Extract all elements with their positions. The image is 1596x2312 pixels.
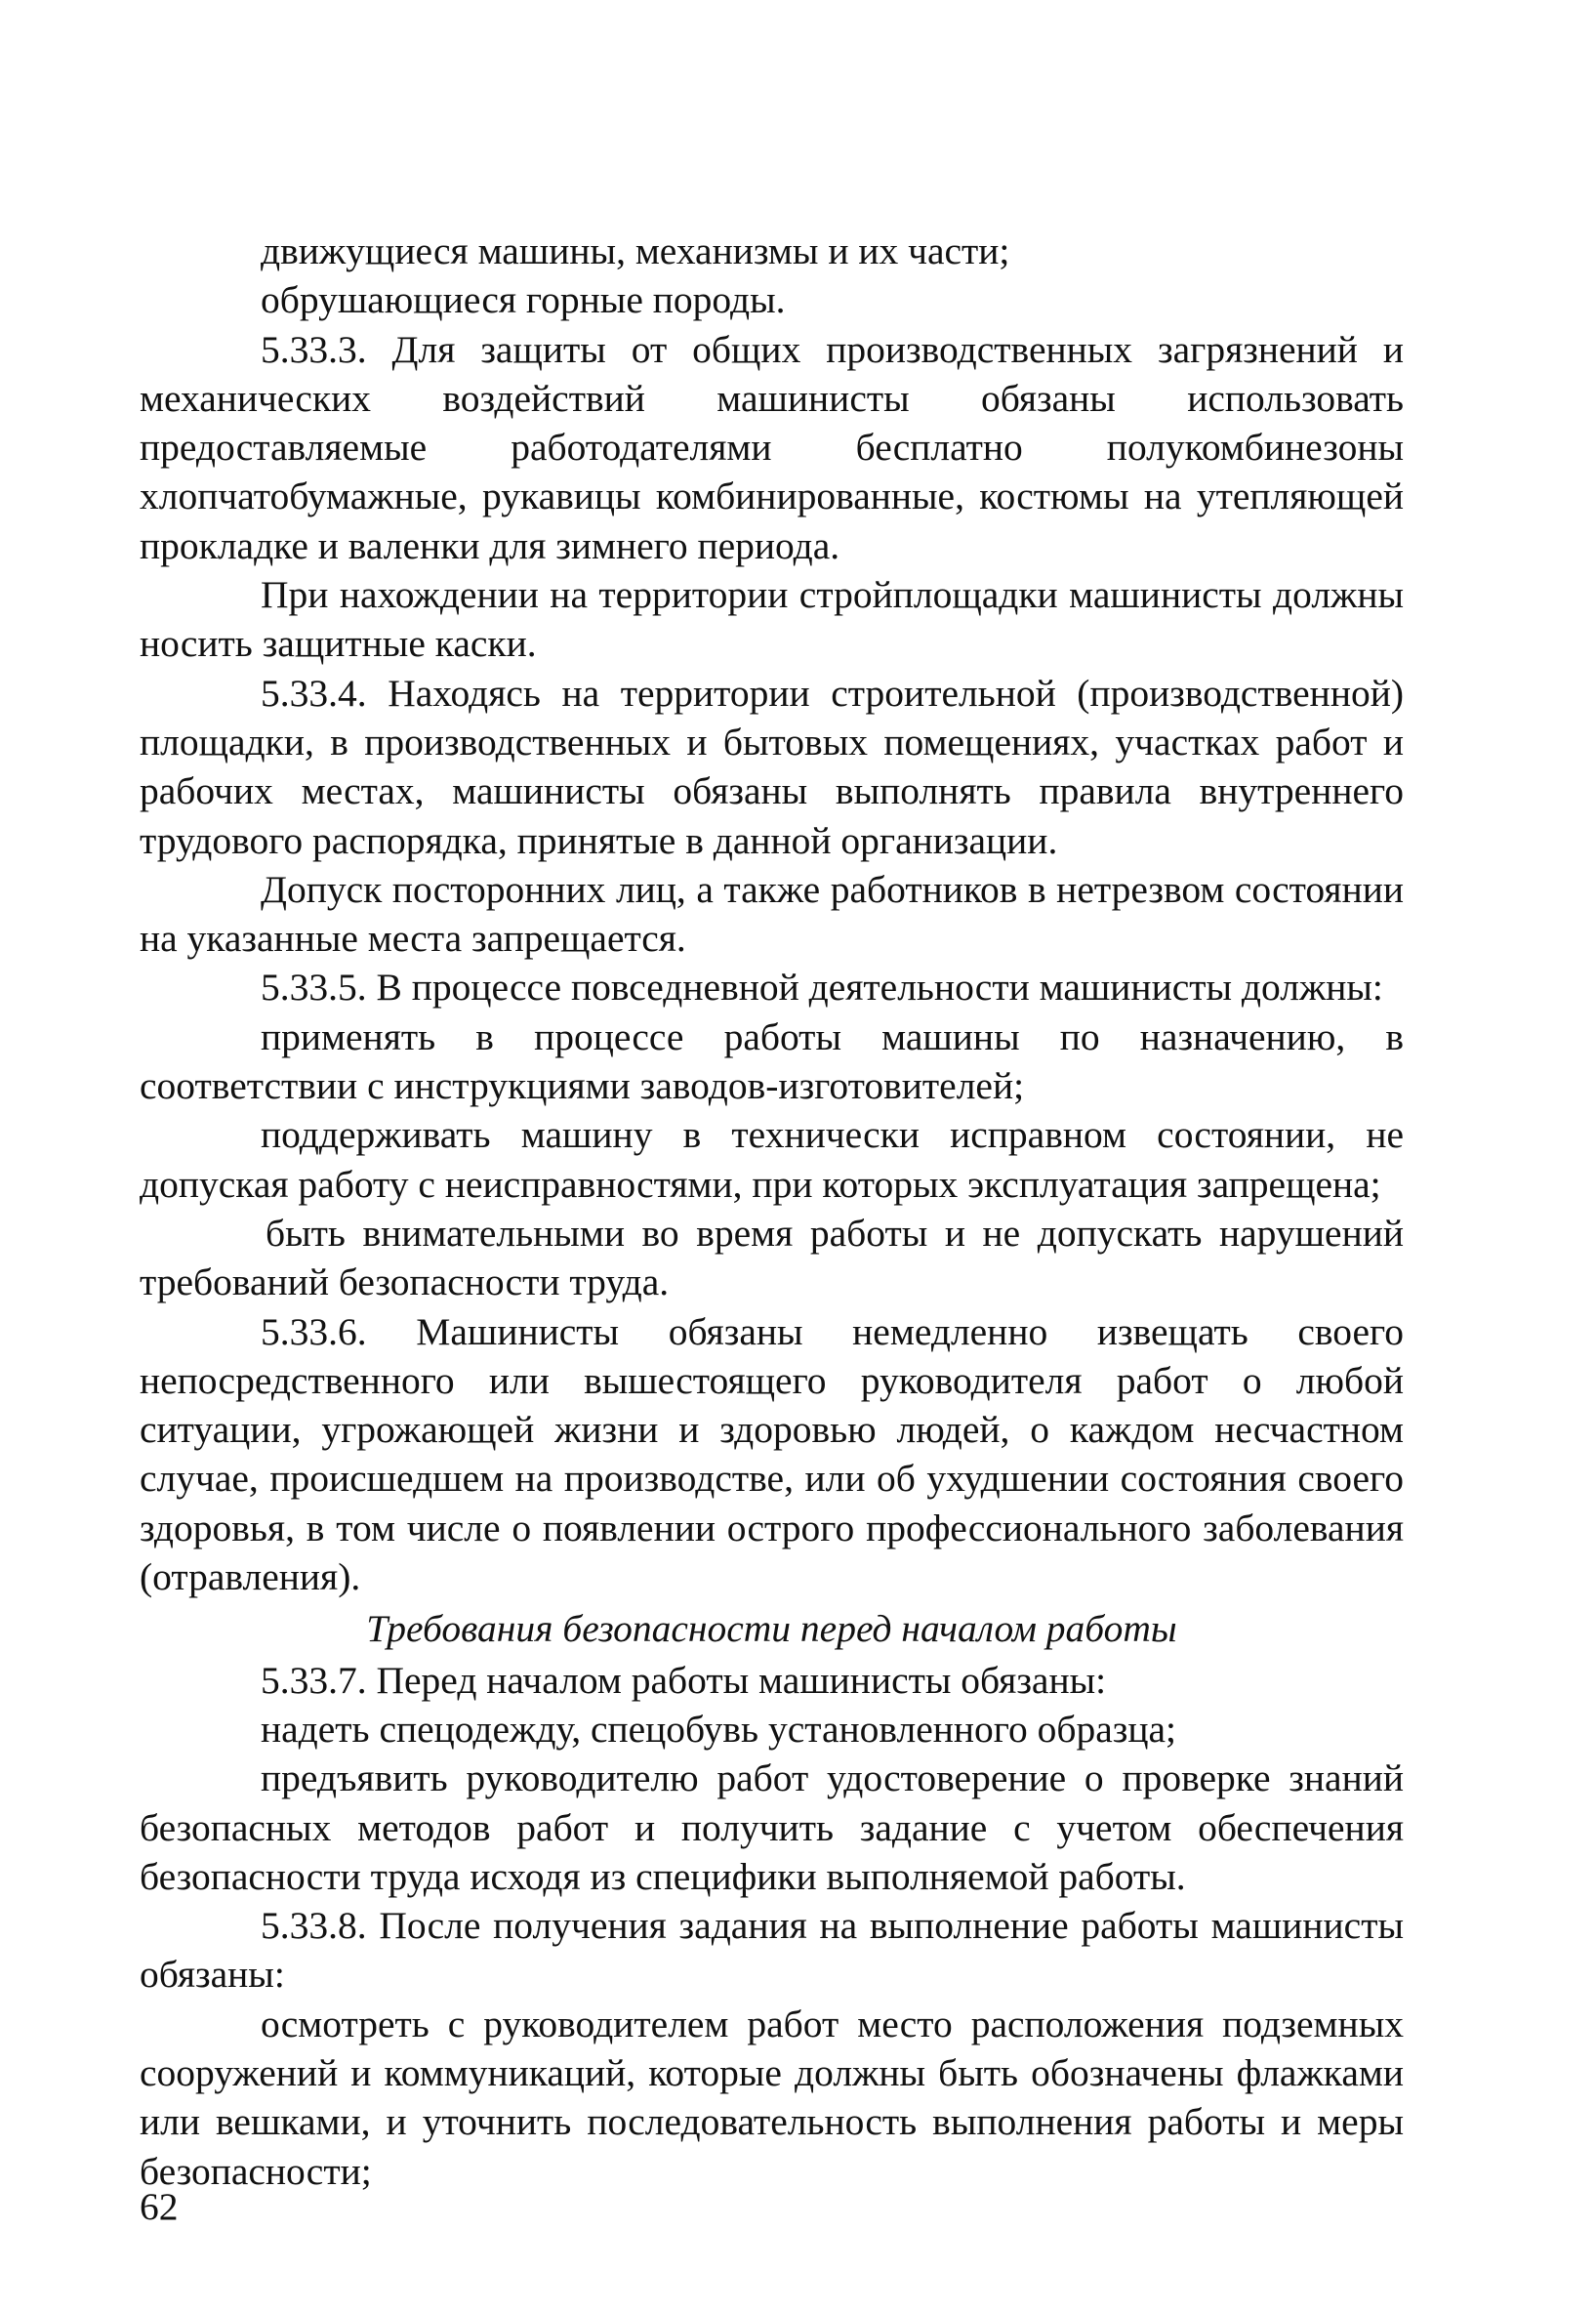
paragraph-present-certificate: предъявить руководителю работ удостоверение о проверке знаний безопасных методов работ и получить задание с учетом обеспечения безопасности труда исходя из специфики выполняемой работы. (140, 1756, 1404, 1898)
paragraph-access-prohibited: Допуск посторонних лиц, а также работников в нетрезвом состоянии на указанные места запрещается. (140, 867, 1404, 961)
paragraph-helmets: При нахождении на территории стройплощадки машинисты должны носить защитные каски. (140, 573, 1404, 666)
paragraph-inspect-site: осмотреть с руководителем работ место расположения подземных сооружений и коммуникаций, которые должны быть обозначены флажками или вешками, и уточнить последовательность выполнения работы и меры безопасности; (140, 2002, 1404, 2193)
page-body (140, 227, 1404, 2196)
page-number: 62 (140, 2185, 179, 2228)
paragraph-use-machines: применять в процессе работы машины по назначению, в соответствии с инструкциями заводов-изготовителей; (140, 1014, 1404, 1108)
paragraph-5-33-7: 5.33.7. Перед началом работы машинисты обязаны: (261, 1658, 1107, 1702)
paragraph-5-33-5: 5.33.5. В процессе повседневной деятельности машинисты должны: (261, 966, 1383, 1010)
paragraph-5-33-6: 5.33.6. Машинисты обязаны немедленно извещать своего непосредственного или вышестоящего руководителя работ о любой ситуации, угрожающей жизни и здоровью людей, о каждом несчастном случае, происшедшем на производстве, или об ухудшении состояния своего здоровья, в том числе о появлении острого профессионального заболевания (отравления). (140, 1309, 1404, 1599)
section-title: Требования безопасности перед началом работы (366, 1607, 1177, 1651)
paragraph-maintain-machine: поддерживать машину в технически исправном состоянии, не допуская работу с неисправностями, при которых эксплуатация запрещена; (140, 1113, 1404, 1206)
paragraph-moving-machines: движущиеся машины, механизмы и их части; (261, 229, 1010, 272)
paragraph-5-33-4: 5.33.4. Находясь на территории строительной (производственной) площадки, в производственных и бытовых помещениях, участках работ и рабочих местах, машинисты обязаны выполнять правила внутреннего трудового распорядка, принятые в данной организации. (140, 671, 1404, 862)
paragraph-5-33-8: 5.33.8. После получения задания на выполнение работы машинисты обязаны: (140, 1904, 1404, 1997)
paragraph-5-33-3: 5.33.3. Для защиты от общих производственных загрязнений и механических воздействий машинисты обязаны использовать предоставляемые работодателями бесплатно полукомбинезоны хлопчатобумажные, рукавицы комбинированные, костюмы на утепляющей прокладке и валенки для зимнего периода. (140, 327, 1404, 567)
paragraph-workwear: надеть спецодежду, спецобувь установленного образца; (261, 1707, 1177, 1751)
paragraph-rock-falls: обрушающиеся горные породы. (261, 278, 786, 322)
paragraph-be-attentive: быть внимательными во время работы и не допускать нарушений требований безопасности труда. (140, 1211, 1404, 1304)
